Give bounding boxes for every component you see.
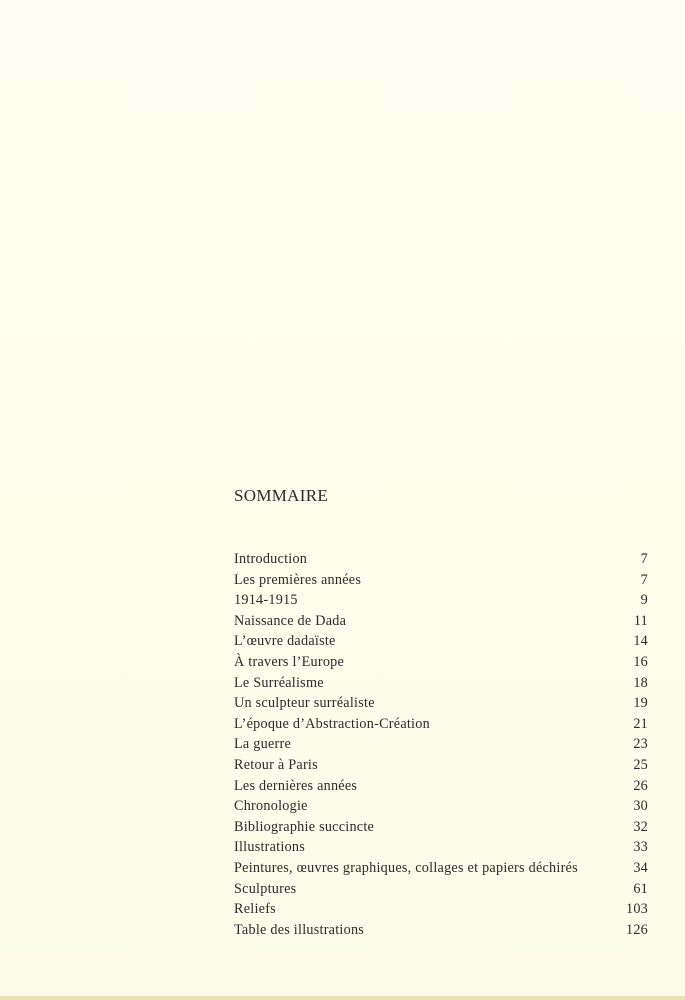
toc-entry-page-number: 61 xyxy=(633,880,648,897)
toc-entry-label: Peintures, œuvres graphiques, collages et papiers déchirés xyxy=(234,859,578,876)
toc-entry-page-number: 7 xyxy=(640,571,648,588)
toc-entry-label: Chronologie xyxy=(234,798,308,815)
toc-entry-page-number: 7 xyxy=(640,551,648,567)
toc-entry xyxy=(234,631,648,652)
toc-entry-page-number: 11 xyxy=(633,612,648,629)
toc-entry-label: Introduction xyxy=(234,551,308,567)
toc-entry xyxy=(234,693,648,714)
toc-entry-page-number: 19 xyxy=(633,695,648,712)
toc-entry-label: Sculptures xyxy=(234,880,297,897)
toc-entry-page-number: 34 xyxy=(633,859,648,876)
toc-entry-label: À travers l’Europe xyxy=(234,653,345,670)
toc-entry-label: Les premières années xyxy=(234,571,362,588)
page-bottom-edge xyxy=(0,996,685,1000)
toc-entry-page-number: 103 xyxy=(625,901,648,918)
toc-entry-label: Un sculpteur surréaliste xyxy=(234,695,375,712)
toc-entry-page-number: 30 xyxy=(633,798,648,815)
toc-entry xyxy=(234,837,648,858)
toc-entry xyxy=(234,734,648,755)
toc-entry-page-number: 25 xyxy=(633,756,648,773)
toc-entry xyxy=(234,673,648,694)
toc-entry-label: L’œuvre dadaïste xyxy=(234,633,336,650)
toc-entry-page-number: 14 xyxy=(633,633,648,650)
toc-entry xyxy=(234,920,648,941)
toc-entry-label: Le Surréalisme xyxy=(234,674,324,691)
toc-entry xyxy=(234,611,648,632)
page-title: SOMMAIRE xyxy=(234,486,329,505)
toc-entry xyxy=(234,858,648,879)
toc-entry xyxy=(234,755,648,776)
table-of-contents xyxy=(234,549,648,940)
toc-entry-label: 1914-1915 xyxy=(234,592,298,609)
toc-entry xyxy=(234,549,648,570)
toc-entry-label: La guerre xyxy=(234,736,291,753)
toc-entry xyxy=(234,879,648,900)
toc-entry-page-number: 18 xyxy=(633,674,648,691)
toc-entry xyxy=(234,714,648,735)
toc-entry xyxy=(234,899,648,920)
toc-entry-page-number: 33 xyxy=(633,839,648,856)
toc-entry-page-number: 21 xyxy=(633,715,648,732)
toc-entry xyxy=(234,796,648,817)
toc-entry-label: Table des illustrations xyxy=(234,921,365,938)
toc-entry-page-number: 23 xyxy=(633,736,648,753)
toc-entry-label: Illustrations xyxy=(234,839,306,856)
toc-entry-label: Reliefs xyxy=(234,901,276,918)
toc-entry-page-number: 126 xyxy=(625,921,648,938)
toc-entry-page-number: 32 xyxy=(633,818,648,835)
toc-entry xyxy=(234,570,648,591)
toc-entry-label: Bibliographie succincte xyxy=(234,818,375,835)
toc-entry-page-number: 9 xyxy=(640,592,648,609)
toc-entry-label: Les dernières années xyxy=(234,777,358,794)
toc-entry xyxy=(234,776,648,797)
toc-entry-page-number: 26 xyxy=(633,777,648,794)
toc-entry-label: L’époque d’Abstraction-Création xyxy=(234,715,430,732)
toc-entry-page-number: 16 xyxy=(633,653,648,670)
toc-entry xyxy=(234,817,648,838)
toc-entry-label: Naissance de Dada xyxy=(234,612,347,629)
toc-entry xyxy=(234,652,648,673)
toc-entry-label: Retour à Paris xyxy=(234,756,318,773)
toc-entry xyxy=(234,590,648,611)
